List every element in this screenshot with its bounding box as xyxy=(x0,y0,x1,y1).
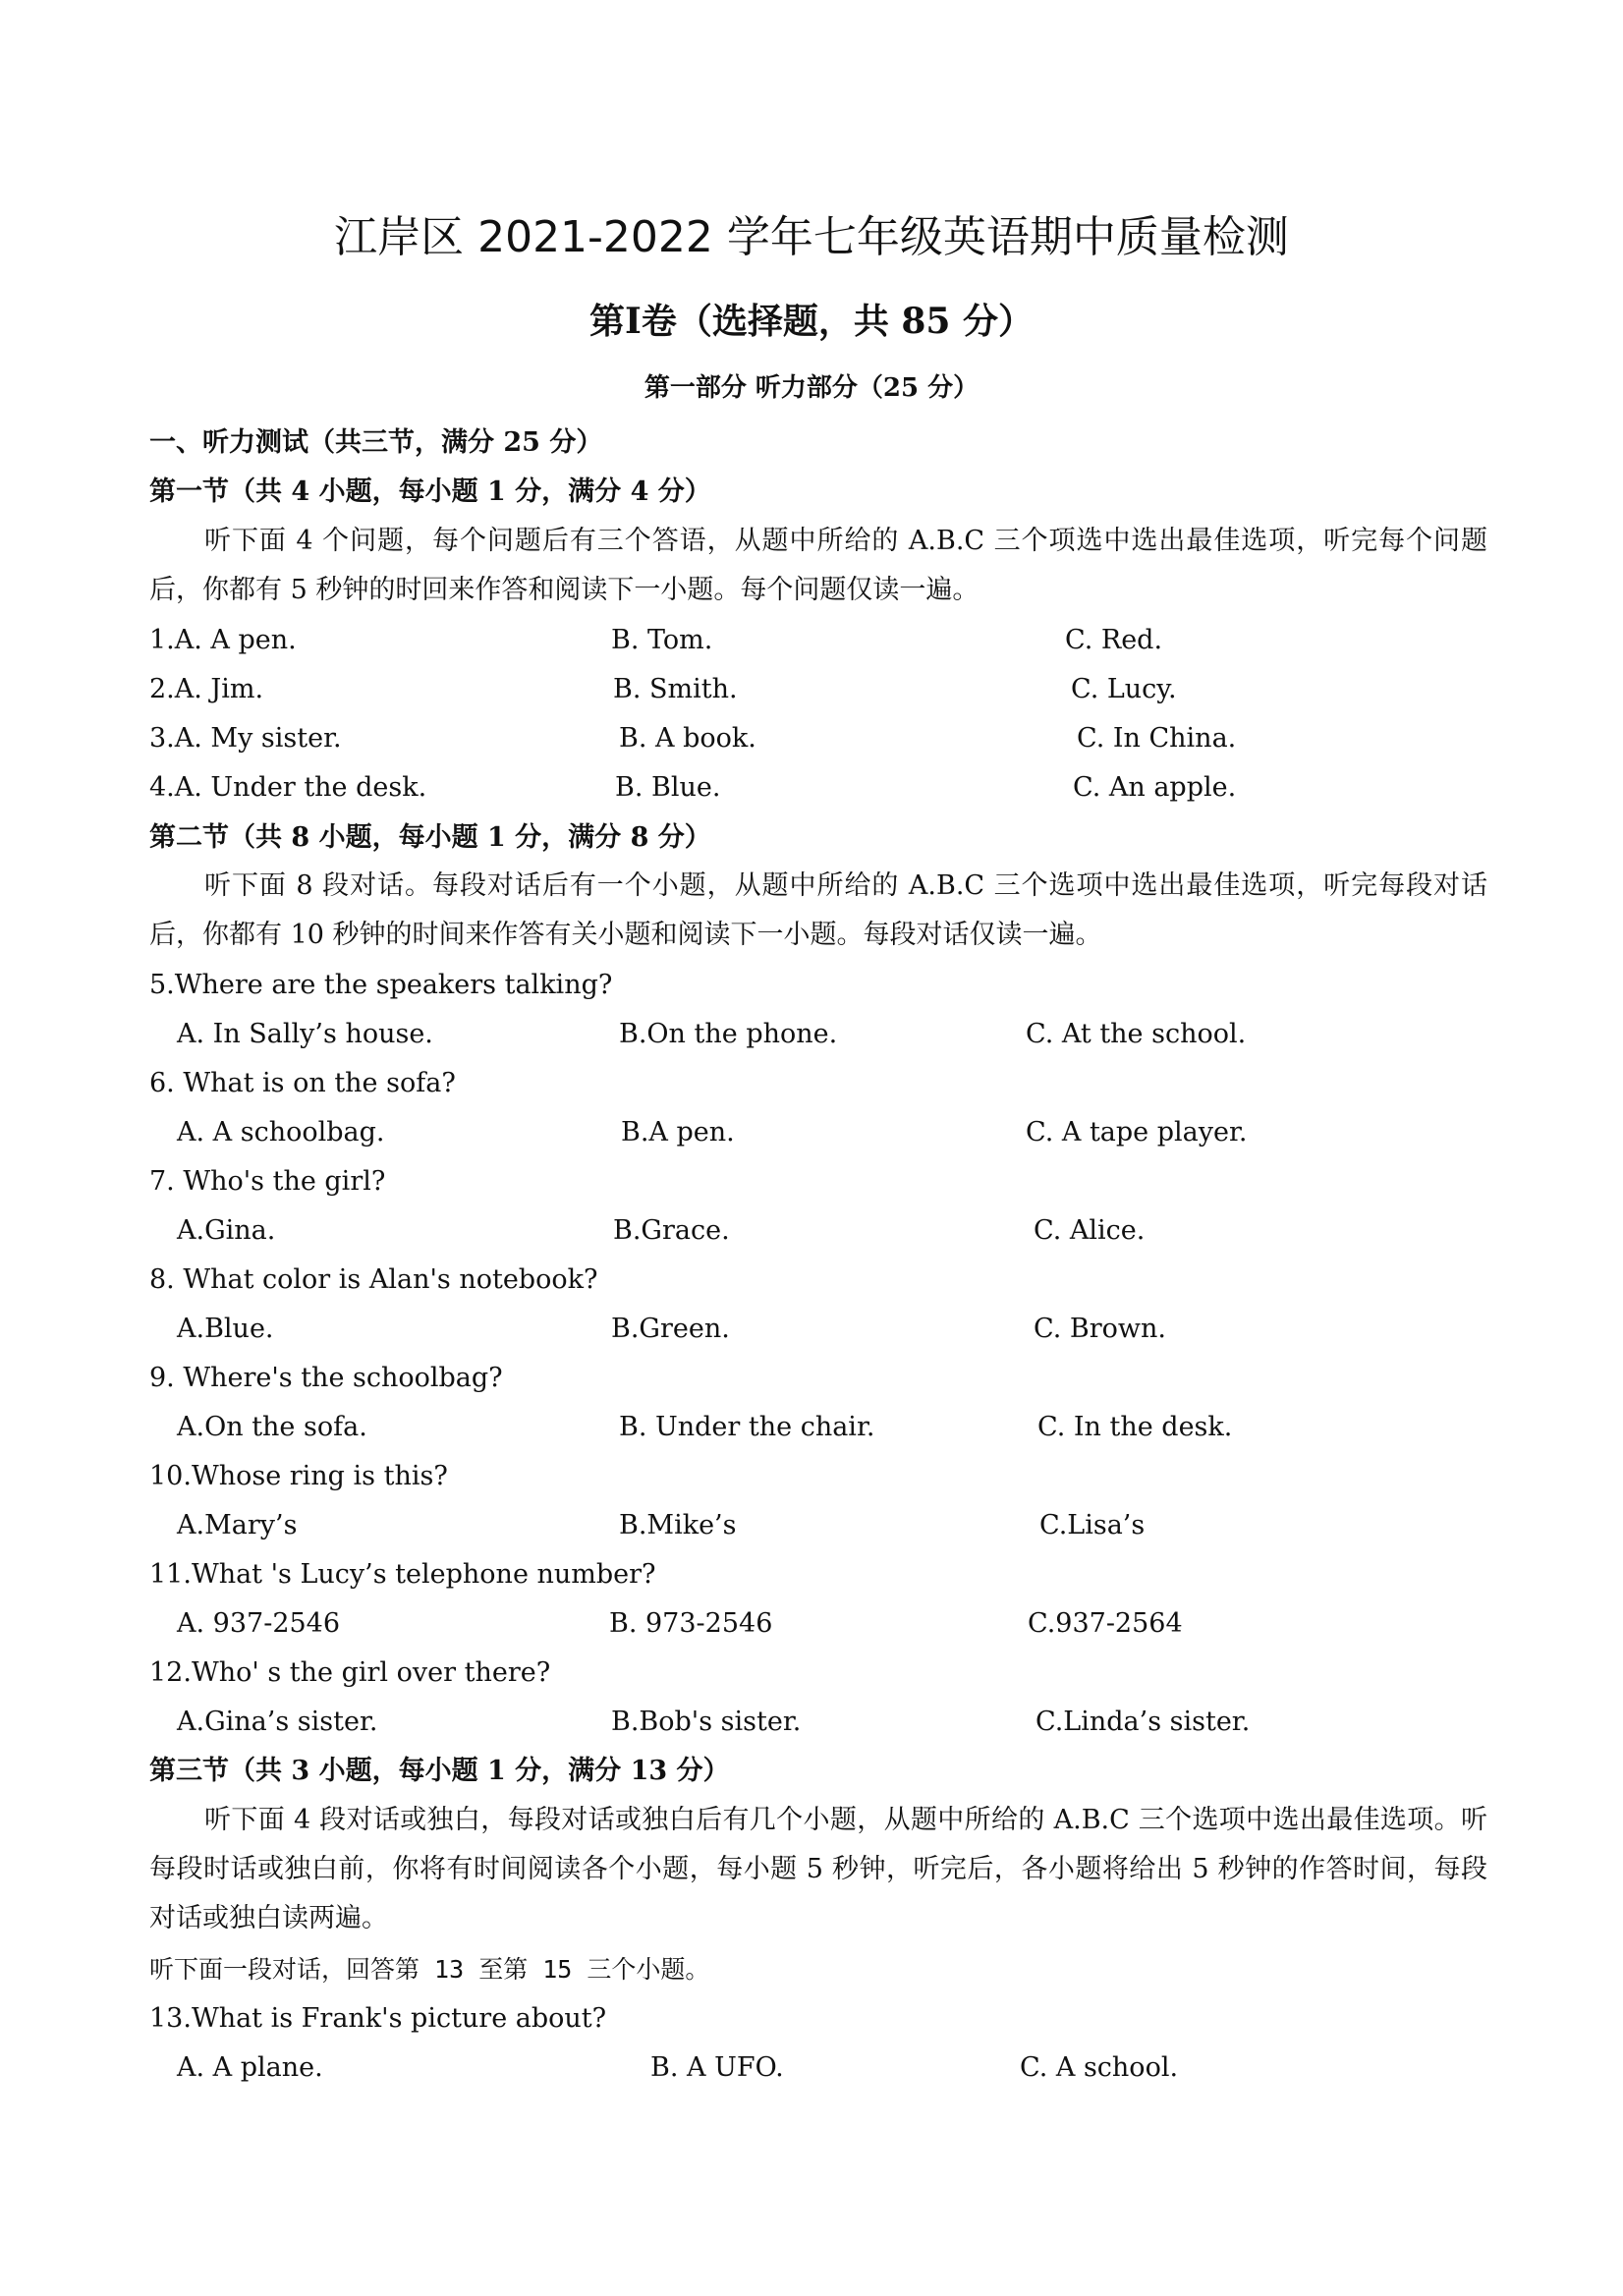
option-9b: B. Under the chair. xyxy=(619,1412,875,1442)
option-8b: B.Green. xyxy=(611,1314,730,1344)
option-6c: C. A tape player. xyxy=(1026,1117,1248,1148)
option-7c: C. Alice. xyxy=(1034,1215,1146,1246)
question-11: 11.What 's Lucy’s telephone number? xyxy=(149,1559,656,1590)
option-1a: 1.A. A pen. xyxy=(149,625,297,655)
option-3b: B. A book. xyxy=(619,723,756,754)
question-6: 6. What is on the sofa? xyxy=(149,1068,456,1098)
question-12: 12.Who' s the girl over there? xyxy=(149,1657,551,1688)
option-2c: C. Lucy. xyxy=(1071,674,1177,704)
option-3a: 3.A. My sister. xyxy=(149,723,342,754)
option-4a: 4.A. Under the desk. xyxy=(149,772,427,803)
option-12b: B.Bob's sister. xyxy=(611,1707,802,1737)
section3-instruction: 听下面 4 段对话或独白，每段对话或独白后有几个小题，从题中所给的 A.B.C 三个选项中选出最佳选项。听每段时话或独白前，你将有时间阅读各个小题，每小题 5 秒钟，听完后，各小题将给出 5 秒钟的作答时间，每段对话或独白读两遍。 xyxy=(149,1805,1487,1933)
option-7a: A.Gina. xyxy=(177,1215,276,1246)
question-13: 13.What is Frank's picture about? xyxy=(149,2003,607,2034)
option-5a: A. In Sally’s house. xyxy=(177,1019,433,1049)
page-title: 江岸区 2021-2022 学年七年级英语期中质量检测 xyxy=(334,212,1289,262)
option-9a: A.On the sofa. xyxy=(177,1412,367,1442)
option-13b: B. A UFO. xyxy=(650,2052,784,2083)
section2-instruction: 听下面 8 段对话。每段对话后有一个小题，从题中所给的 A.B.C 三个选项中选出最佳选项，听完每段对话后，你都有 10 秒钟的时间来作答有关小题和阅读下一小题。每段对话仅读一遍。 xyxy=(149,870,1487,950)
option-7b: B.Grace. xyxy=(613,1215,730,1246)
option-12c: C.Linda’s sister. xyxy=(1035,1707,1251,1737)
option-10c: C.Lisa’s xyxy=(1039,1510,1146,1540)
option-13a: A. A plane. xyxy=(177,2052,323,2083)
option-1b: B. Tom. xyxy=(611,625,713,655)
section1-instruction: 听下面 4 个问题，每个问题后有三个答语，从题中所给的 A.B.C 三个项选中选出最佳选项，听完每个问题后，你都有 5 秒钟的时回来作答和阅读下一小题。每个问题仅读一遍。 xyxy=(149,526,1487,605)
section3-note: 听下面一段对话，回答第 13 至第 15 三个小题。 xyxy=(149,1955,710,1984)
option-9c: C. In the desk. xyxy=(1037,1412,1233,1442)
option-4b: B. Blue. xyxy=(615,772,721,803)
option-11b: B. 973-2546 xyxy=(609,1608,773,1639)
option-10a: A.Mary’s xyxy=(177,1510,298,1540)
option-6b: B.A pen. xyxy=(621,1117,735,1148)
option-8a: A.Blue. xyxy=(177,1314,274,1344)
question-5: 5.Where are the speakers talking? xyxy=(149,970,613,1000)
option-10b: B.Mike’s xyxy=(619,1510,737,1540)
section-main-heading: 一、听力测试（共三节，满分 25 分） xyxy=(149,427,603,458)
paper-subtitle: 第Ⅰ卷（选择题，共 85 分） xyxy=(588,301,1034,342)
question-10: 10.Whose ring is this? xyxy=(149,1461,448,1491)
question-9: 9. Where's the schoolbag? xyxy=(149,1363,503,1393)
question-7: 7. Who's the girl? xyxy=(149,1166,386,1197)
section1-heading: 第一节（共 4 小题，每小题 1 分，满分 4 分） xyxy=(149,476,711,507)
option-3c: C. In China. xyxy=(1077,723,1237,754)
option-2a: 2.A. Jim. xyxy=(149,674,264,704)
option-6a: A. A schoolbag. xyxy=(177,1117,385,1148)
option-5b: B.On the phone. xyxy=(619,1019,838,1049)
option-13c: C. A school. xyxy=(1020,2052,1179,2083)
option-11a: A. 937-2546 xyxy=(177,1608,341,1639)
question-8: 8. What color is Alan's notebook? xyxy=(149,1264,598,1295)
section2-heading: 第二节（共 8 小题，每小题 1 分，满分 8 分） xyxy=(149,822,711,853)
option-4c: C. An apple. xyxy=(1073,772,1237,803)
option-8c: C. Brown. xyxy=(1034,1314,1166,1344)
option-11c: C.937-2564 xyxy=(1028,1608,1183,1639)
option-1c: C. Red. xyxy=(1065,625,1163,655)
option-5c: C. At the school. xyxy=(1026,1019,1247,1049)
option-12a: A.Gina’s sister. xyxy=(177,1707,378,1737)
section3-heading: 第三节（共 3 小题，每小题 1 分，满分 13 分） xyxy=(149,1756,730,1786)
part-heading: 第一部分 听力部分（25 分） xyxy=(644,373,979,403)
option-2b: B. Smith. xyxy=(613,674,738,704)
